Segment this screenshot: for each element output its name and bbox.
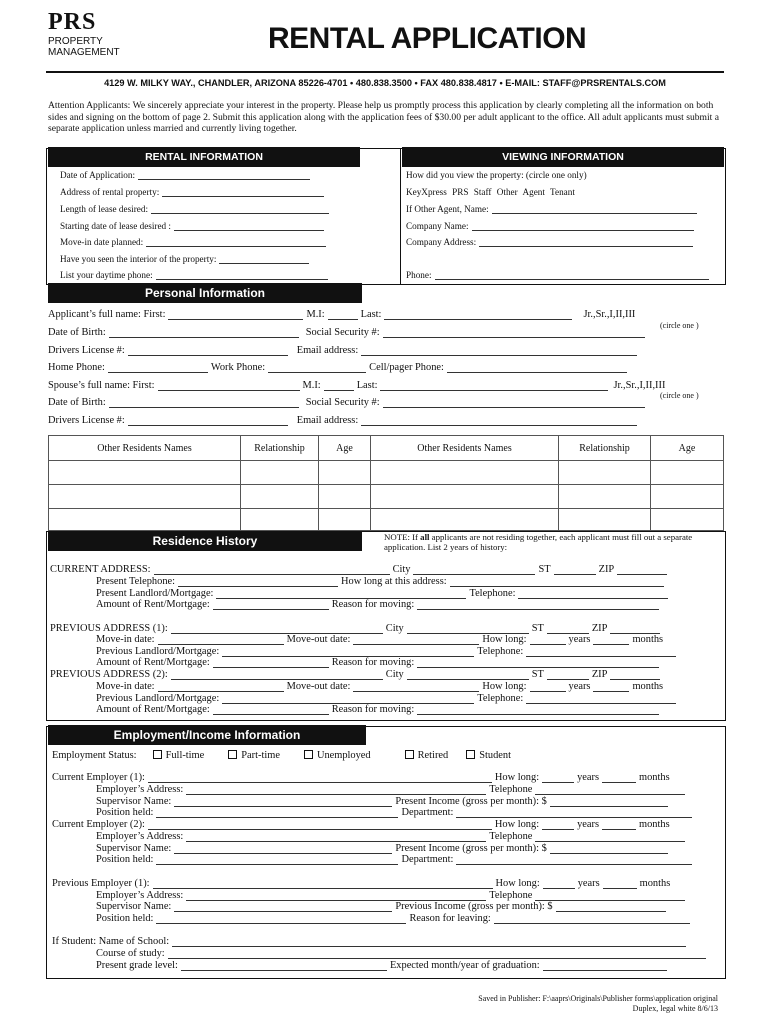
application-date-input[interactable] [138,171,310,180]
course-row: Course of study: [96,948,709,959]
table-cell[interactable] [241,461,319,485]
viewing-field-row: Company Name: [406,221,697,231]
spouse-email-input[interactable] [361,417,637,426]
prev-employer-tel-input[interactable] [535,892,685,901]
employer1-address-row: Employer’s Address: Telephone [96,784,688,795]
table-cell[interactable] [319,485,371,509]
prev1-years-input[interactable] [530,636,566,645]
landlord-input[interactable] [216,590,466,599]
spouse-suffix-option[interactable]: Jr.,Sr.,I,II,III [613,380,666,391]
grade-row: Present grade level: Expected month/year of graduation: [96,960,670,971]
employer2-position-input[interactable] [156,856,398,865]
table-cell[interactable] [49,509,241,531]
employer1-years-input[interactable] [542,774,574,783]
school-input[interactable] [172,938,686,947]
residence-note: NOTE: If all applicants are not residing together, each applicant must fill out a separate application. List 2 years of history: [384,532,693,552]
grade-input[interactable] [181,962,387,971]
city-input[interactable] [413,566,535,575]
rental-field-row: Date of Application: [60,170,313,180]
table-cell[interactable] [371,485,559,509]
dob-input[interactable] [109,329,299,338]
table-cell[interactable] [241,485,319,509]
logo-line2: MANAGEMENT [48,47,120,58]
employer2-supervisor-row: Supervisor Name: Present Income (gross per month): $ [96,843,671,854]
footer-line: Duplex, legal white 8/6/13 [632,1004,718,1013]
employer2-address-input[interactable] [186,833,486,842]
table-cell[interactable] [559,485,651,509]
suffix-option[interactable]: Jr.,Sr.,I,II,III [583,309,636,320]
prev2-landlord-row: Previous Landlord/Mortgage: Telephone: [96,693,679,704]
prev2-rent-input[interactable] [213,706,329,715]
prev1-st-input[interactable] [547,625,589,634]
graduation-input[interactable] [543,962,667,971]
phone-row: Home Phone: Work Phone: Cell/pager Phone: [48,362,630,373]
employer2-income-input[interactable] [550,845,668,854]
reason-input[interactable] [417,601,659,610]
table-cell[interactable] [319,461,371,485]
prev2-months-input[interactable] [593,683,629,692]
viewing-header: VIEWING INFORMATION [402,147,724,167]
prev2-st-input[interactable] [547,671,589,680]
col-header: Age [319,436,371,461]
page-title: RENTAL APPLICATION [268,22,587,55]
employment-header: Employment/Income Information [48,725,366,745]
company-address: 4129 W. MILKY WAY., CHANDLER, ARIZONA 85226-4701 • 480.838.3500 • FAX 480.838.4817 • E-MAIL: STAFF@PRSRENTALS.COM [104,78,666,88]
prev-employer-position-input[interactable] [156,915,406,924]
spouse-name-row: Spouse’s full name: First: M.I: Last: Jr.,Sr.,I,II,III [48,380,666,391]
table-cell[interactable] [651,509,724,531]
table-cell[interactable] [241,509,319,531]
prev1-dates-row: Move-in date: Move-out date: How long: years months [96,634,664,645]
prev-employer-address-row: Employer’s Address: Telephone [96,890,688,901]
employer1-months-input[interactable] [602,774,636,783]
residents-table [48,435,724,531]
home-phone-input[interactable] [108,364,208,373]
status-student-checkbox[interactable]: Student [466,750,511,761]
employer2-tel-input[interactable] [535,833,685,842]
employer2-years-input[interactable] [542,821,574,830]
mi-input[interactable] [328,311,358,320]
prev2-reason-input[interactable] [417,706,659,715]
prev-employer-months-input[interactable] [603,880,637,889]
spouse-license-input[interactable] [128,417,288,426]
rental-field-row: List your daytime phone: [60,270,331,280]
current-employer-row: Current Employer (2): How long: years months [52,819,670,830]
employer1-input[interactable] [148,774,492,783]
employer1-tel-input[interactable] [535,786,685,795]
table-cell[interactable] [371,509,559,531]
viewing-question: How did you view the property: (circle one only) [406,170,587,180]
agent-phone-input[interactable] [435,271,709,280]
col-header: Other Residents Names [371,436,559,461]
rental-viewing-divider [400,148,401,285]
prev2-landlord-tel-input[interactable] [526,695,676,704]
circle-note: (circle one ) [660,391,699,400]
landlord-tel-input[interactable] [518,590,668,599]
logo [48,8,148,58]
employer1-department-input[interactable] [456,809,692,818]
rent-row: Amount of Rent/Mortgage: Reason for moving: [96,599,662,610]
landlord-row: Present Landlord/Mortgage: Telephone: [96,588,671,599]
prev1-reason-input[interactable] [417,659,659,668]
applicant-name-row: Applicant’s full name: First: M.I: Last: Jr.,Sr.,I,II,III [48,309,636,320]
prev2-rent-row: Amount of Rent/Mortgage: Reason for moving: [96,704,662,715]
school-row: If Student: Name of School: [52,936,689,947]
circle-note: (circle one ) [660,321,699,330]
company-name-input[interactable] [472,222,694,231]
previous-address-row: PREVIOUS ADDRESS (1): City ST ZIP [50,623,663,634]
dob-row: Date of Birth: Social Security #: [48,327,648,338]
status-unemployed-checkbox[interactable]: Unemployed [304,750,371,761]
prev2-landlord-input[interactable] [222,695,474,704]
spouse-mi-input[interactable] [324,382,354,391]
employer1-position-row: Position held: Department: [96,807,695,818]
prev-employer-supervisor-input[interactable] [174,903,392,912]
lease-length-input[interactable] [151,205,329,214]
prev2-years-input[interactable] [530,683,566,692]
table-cell[interactable] [559,461,651,485]
prev2-address-input[interactable] [171,671,383,680]
license-input[interactable] [128,347,288,356]
employer1-position-input[interactable] [156,809,398,818]
rental-field-row: Starting date of lease desired : [60,221,327,231]
ssn-input[interactable] [383,329,645,338]
spouse-dob-input[interactable] [109,399,299,408]
employer1-supervisor-input[interactable] [174,798,392,807]
rental-field-row: Address of rental property: [60,187,327,197]
personal-header: Personal Information [48,283,362,303]
spouse-license-row: Drivers License #: Email address: [48,415,640,426]
footer-line: Saved in Publisher: F:\aaprs\Originals\Publisher forms\application original [478,994,718,1003]
col-header: Age [651,436,724,461]
prev-employer-address-input[interactable] [186,892,486,901]
prev1-rent-row: Amount of Rent/Mortgage: Reason for moving: [96,657,662,668]
first-name-input[interactable] [168,311,303,320]
how-long-input[interactable] [450,578,664,587]
current-employer-row: Current Employer (1): How long: years months [52,772,670,783]
lease-start-input[interactable] [174,222,324,231]
rental-field-row: Length of lease desired: [60,204,332,214]
prev-employer-input[interactable] [153,880,493,889]
cell-phone-input[interactable] [447,364,627,373]
table-cell[interactable] [319,509,371,531]
license-row: Drivers License #: Email address: [48,345,640,356]
prev1-landlord-row: Previous Landlord/Mortgage: Telephone: [96,646,679,657]
prev1-move-out-input[interactable] [353,636,479,645]
spouse-ssn-input[interactable] [383,399,645,408]
rental-header: RENTAL INFORMATION [48,147,360,167]
present-tel-input[interactable] [178,578,338,587]
employer2-input[interactable] [148,821,492,830]
rental-address-input[interactable] [162,188,324,197]
table-cell[interactable] [371,461,559,485]
prev2-move-in-input[interactable] [158,683,284,692]
prev1-move-in-input[interactable] [158,636,284,645]
st-input[interactable] [554,566,596,575]
rental-section [46,148,726,285]
prev-employer-years-input[interactable] [543,880,575,889]
viewing-field-row: If Other Agent, Name: [406,204,700,214]
employer2-months-input[interactable] [602,821,636,830]
status-parttime-checkbox[interactable]: Part-time [228,750,280,761]
prev2-city-input[interactable] [407,671,529,680]
current-address-row: CURRENT ADDRESS: City ST ZIP [50,564,670,575]
employer1-address-input[interactable] [186,786,486,795]
last-name-input[interactable] [384,311,572,320]
present-tel-row: Present Telephone: How long at this address: [96,576,667,587]
prev1-zip-input[interactable] [610,625,660,634]
employment-status-row: Employment Status: Full-time Part-time Unemployed Retired Student [52,750,511,761]
prev2-move-out-input[interactable] [353,683,479,692]
daytime-phone-input[interactable] [156,271,328,280]
prev1-months-input[interactable] [593,636,629,645]
table-cell[interactable] [49,461,241,485]
prev1-city-input[interactable] [407,625,529,634]
spouse-dob-row: Date of Birth: Social Security #: [48,397,648,408]
prev-employer-position-row: Position held: Reason for leaving: [96,913,693,924]
spouse-first-input[interactable] [158,382,300,391]
prev1-address-input[interactable] [171,625,383,634]
prev-employer-reason-input[interactable] [494,915,690,924]
company-address-input[interactable] [479,238,693,247]
residence-header: Residence History [48,531,362,551]
prev2-zip-input[interactable] [610,671,660,680]
col-header: Other Residents Names [49,436,241,461]
spouse-last-input[interactable] [380,382,608,391]
prev1-landlord-tel-input[interactable] [526,648,676,657]
seen-interior-input[interactable] [219,255,309,264]
employer2-position-row: Position held: Department: [96,854,695,865]
prev1-rent-input[interactable] [213,659,329,668]
status-retired-checkbox[interactable]: Retired [405,750,449,761]
logo-line1: PROPERTY [48,36,103,47]
prev-employer-income-input[interactable] [556,903,666,912]
table-row [49,485,724,509]
table-cell[interactable] [651,485,724,509]
zip-input[interactable] [617,566,667,575]
employer2-supervisor-input[interactable] [174,845,392,854]
move-in-input[interactable] [146,238,326,247]
employer2-address-row: Employer’s Address: Telephone [96,831,688,842]
status-fulltime-checkbox[interactable]: Full-time [153,750,205,761]
col-header: Relationship [241,436,319,461]
table-cell[interactable] [651,461,724,485]
prev-employer-supervisor-row: Supervisor Name: Previous Income (gross per month): $ [96,901,669,912]
previous-address-row: PREVIOUS ADDRESS (2): City ST ZIP [50,669,663,680]
employer1-income-input[interactable] [550,798,668,807]
employer1-supervisor-row: Supervisor Name: Present Income (gross per month): $ [96,796,671,807]
rental-field-row: Move-in date planned: [60,237,329,247]
table-row [49,509,724,531]
logo-letters: PRS [48,9,97,35]
footer-note [478,994,718,1014]
col-header: Relationship [559,436,651,461]
viewing-field-row: Phone: [406,270,712,280]
current-address-input[interactable] [154,566,390,575]
rent-input[interactable] [213,601,329,610]
rental-field-row: Have you seen the interior of the property: [60,254,312,264]
attention-paragraph: Attention Applicants: We sincerely appreciate your interest in the property. Please help us promptly process this application by clearly completing all the information on both sides and signing on the bottom of page 2. Submit this application along with the application fees of $30.00 per adult applicant to the office. All adult applicants must submit a separate application unless married and currently living together. [48,100,719,134]
table-row [49,461,724,485]
email-input[interactable] [361,347,637,356]
agent-name-input[interactable] [492,205,697,214]
table-cell[interactable] [49,485,241,509]
work-phone-input[interactable] [268,364,366,373]
table-cell[interactable] [559,509,651,531]
prev2-dates-row: Move-in date: Move-out date: How long: years months [96,681,664,692]
previous-employer-row: Previous Employer (1): How long: years months [52,878,671,889]
course-input[interactable] [168,950,706,959]
header-divider [46,71,724,73]
viewing-field-row: Company Address: [406,237,696,247]
viewing-options[interactable]: KeyXpress PRS Staff Other Agent Tenant [406,187,575,197]
employer2-department-input[interactable] [456,856,692,865]
prev1-landlord-input[interactable] [222,648,474,657]
